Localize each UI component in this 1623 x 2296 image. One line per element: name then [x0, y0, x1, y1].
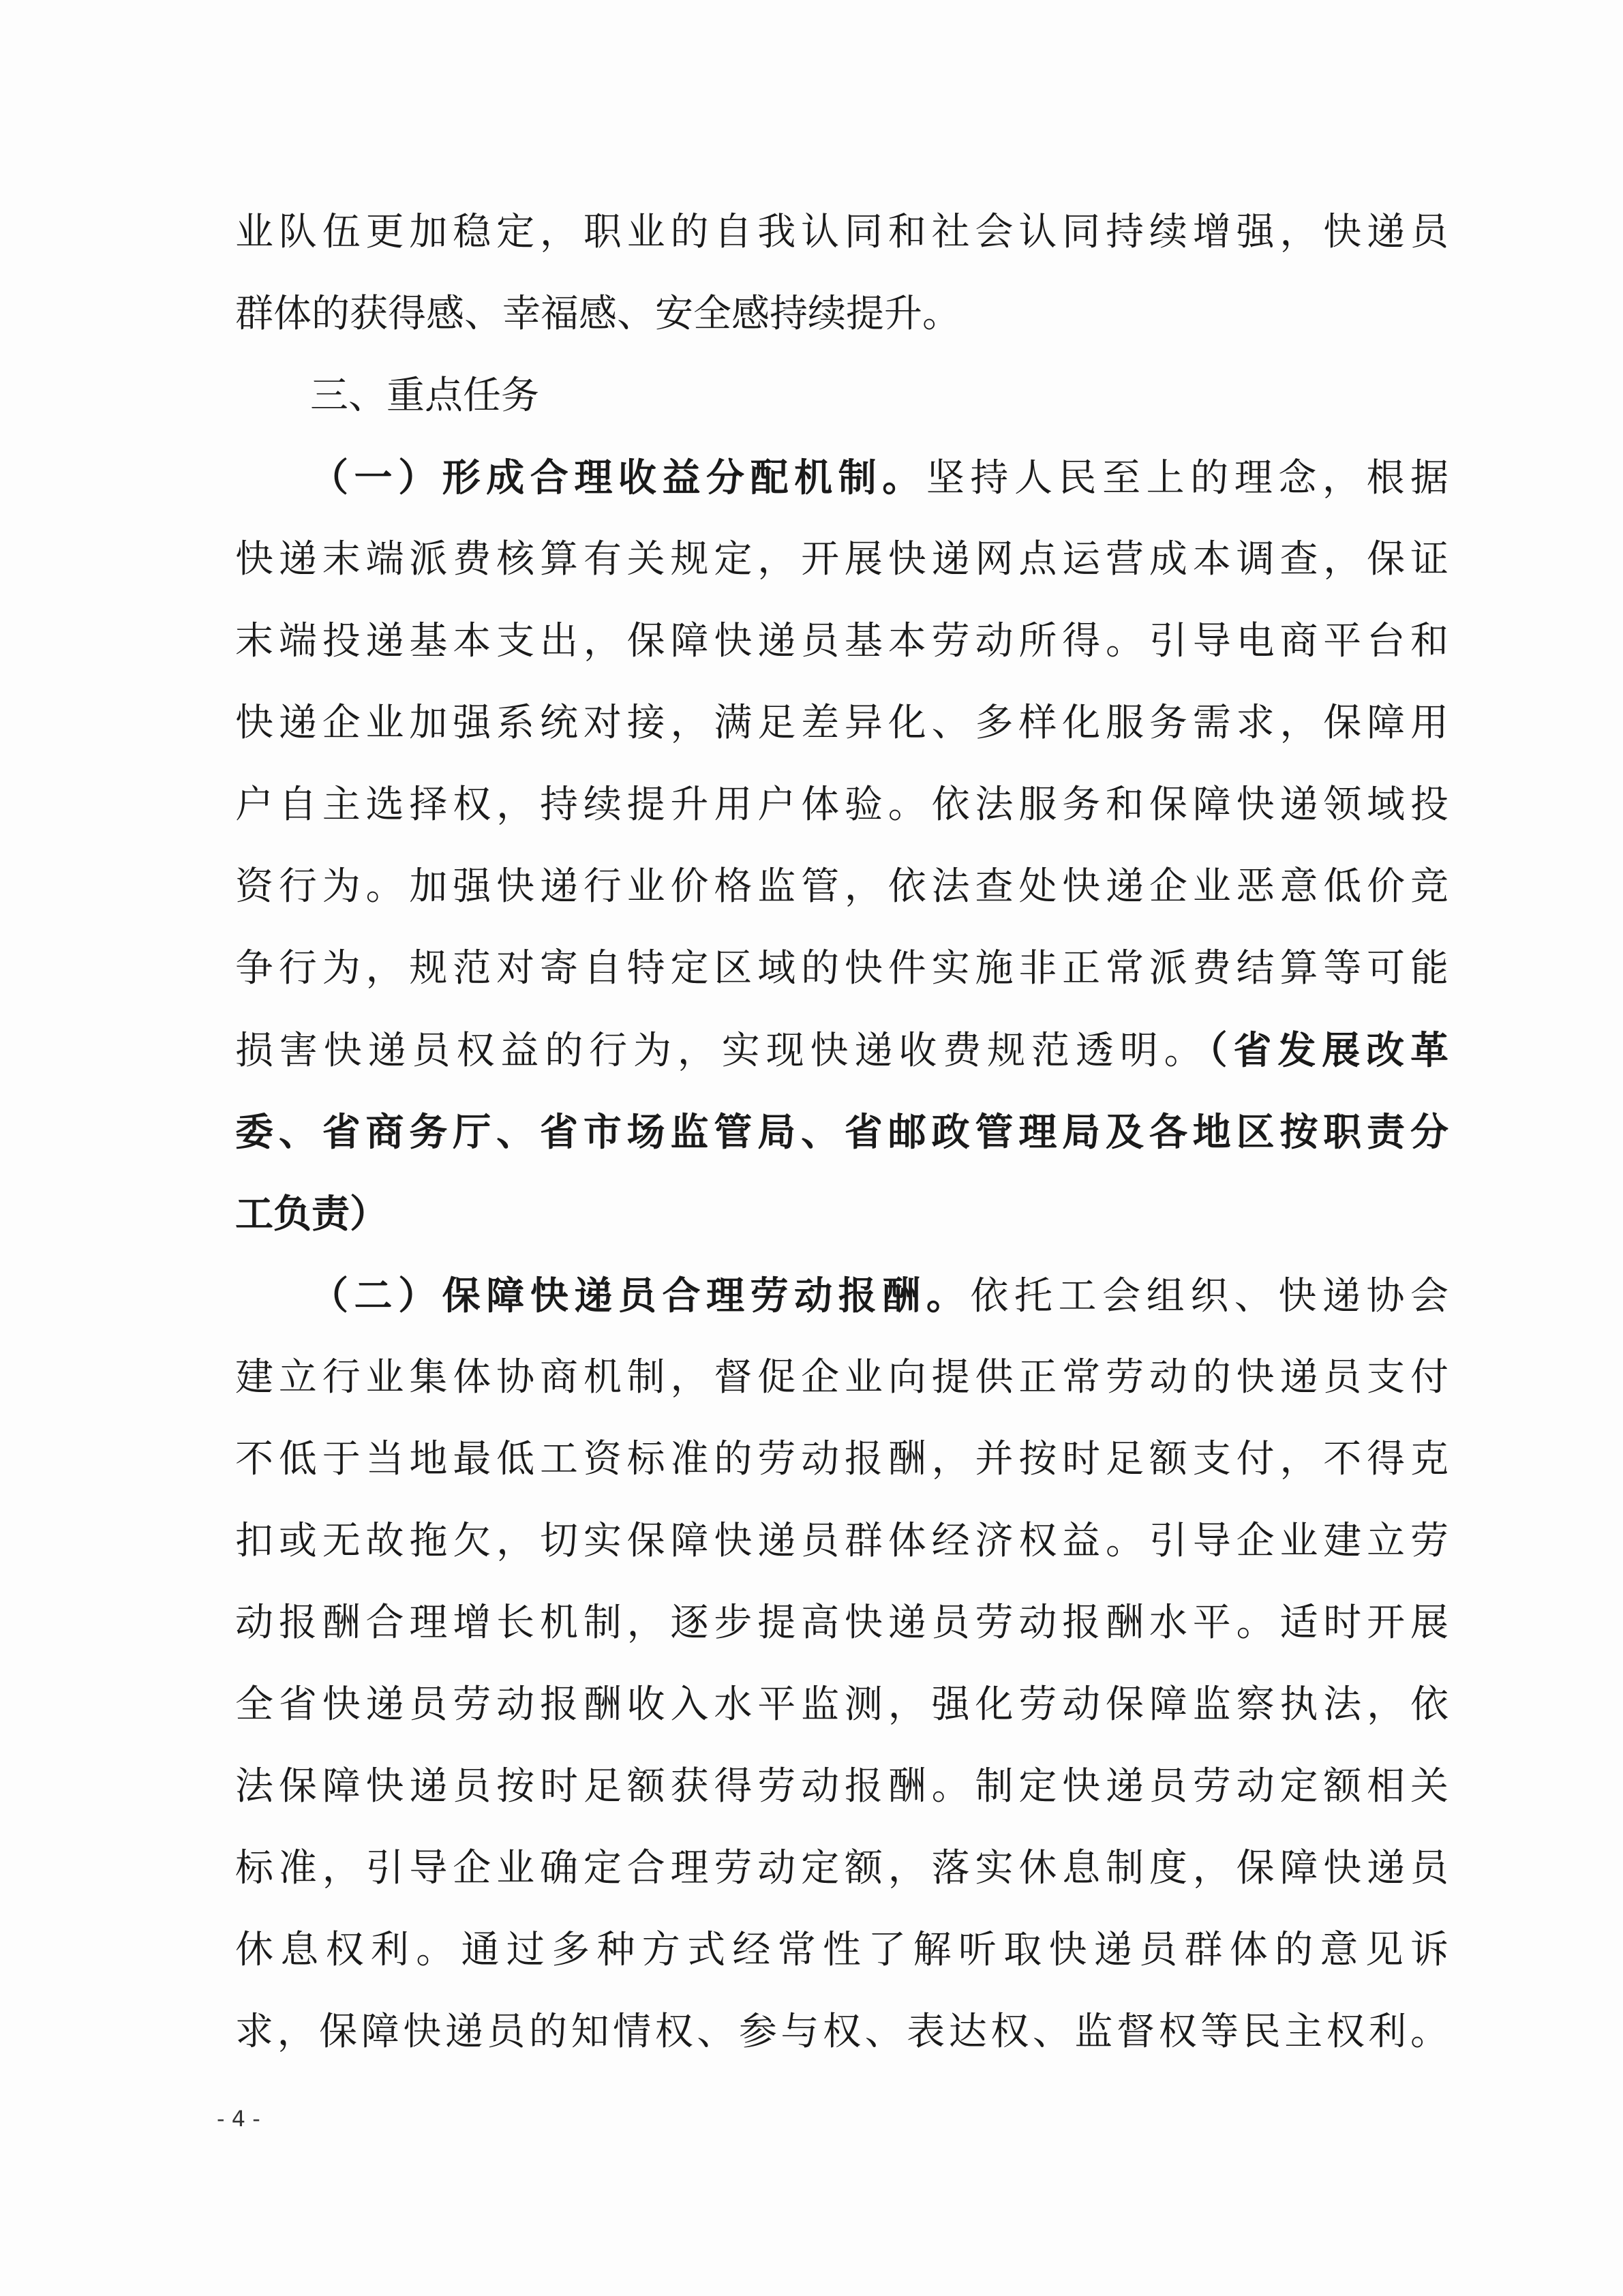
paragraph-line: [310, 453, 1448, 508]
paragraph-line: [235, 535, 1448, 590]
responsibility-note-text: 委、省商务厅、省市场监管局、省邮政管理局及各地区按职责分: [235, 1110, 1448, 1155]
paragraph-line: [235, 1517, 1448, 1571]
line-text: 动报酬合理增长机制，逐步提高快递员劳动报酬水平。适时开展: [235, 1601, 1448, 1645]
paragraph-line: [235, 1844, 1448, 1899]
paragraph-line: [235, 862, 1448, 917]
paragraph-line: [235, 1926, 1448, 1980]
paragraph-line: [310, 1271, 1448, 1326]
paragraph-line: [235, 1435, 1448, 1490]
line-text: 户自主选择权，持续提升用户体验。依法服务和保障快递领域投: [235, 783, 1448, 827]
paragraph-line: [235, 1680, 1448, 1735]
section-heading: [310, 372, 1448, 426]
line-text: 快递末端派费核算有关规定，开展快递网点运营成本调查，保证: [235, 537, 1448, 581]
line-text: 依托工会组织、快递协会: [970, 1274, 1448, 1318]
line-text: 全省快递员劳动报酬收入水平监测，强化劳动保障监察执法，依: [235, 1682, 1448, 1727]
paragraph-line: [235, 781, 1448, 835]
line-text: 扣或无故拖欠，切实保障快递员群体经济权益。引导企业建立劳: [235, 1519, 1448, 1563]
line-text: 损害快递员权益的行为，实现快递收费规范透明。: [235, 1029, 1209, 1073]
responsibility-note-text: 工负责）: [235, 1192, 388, 1237]
line-text: 坚持人民至上的理念，根据: [926, 456, 1448, 500]
paragraph-line: [235, 290, 1448, 344]
line-text: 建立行业集体协商机制，督促企业向提供正常劳动的快递员支付: [235, 1355, 1448, 1400]
section-heading-text: 三、重点任务: [310, 374, 539, 418]
line-text: 标准，引导企业确定合理劳动定额，落实休息制度，保障快递员: [235, 1846, 1448, 1890]
paragraph-line: [235, 617, 1448, 671]
line-text: 不低于当地最低工资标准的劳动报酬，并按时足额支付，不得克: [235, 1437, 1448, 1481]
paragraph-line: [235, 1353, 1448, 1408]
line-text: 争行为，规范对寄自特定区域的快件实施非正常派费结算等可能: [235, 946, 1448, 991]
line-text: 休息权利。通过多种方式经常性了解听取快递员群体的意见诉: [235, 1928, 1448, 1972]
paragraph-line: [235, 208, 1448, 262]
paragraph-line: [235, 1599, 1448, 1653]
paragraph-line: [235, 2008, 1448, 2062]
paragraph-line: [235, 1762, 1448, 1817]
line-text: 末端投递基本支出，保障快递员基本劳动所得。引导电商平台和: [235, 619, 1448, 663]
subsection-heading-text: （一）形成合理收益分配机制。: [310, 455, 926, 500]
line-text: 业队伍更加稳定，职业的自我认同和社会认同持续增强，快递员: [235, 210, 1448, 254]
subsection-heading-text: （二）保障快递员合理劳动报酬。: [310, 1273, 971, 1318]
page-number: - 4 -: [217, 2106, 260, 2132]
line-text: 法保障快递员按时足额获得劳动报酬。制定快递员劳动定额相关: [235, 1764, 1448, 1809]
responsibility-note-text: （省发展改革: [1208, 1028, 1448, 1073]
line-text: 群体的获得感、幸福感、安全感持续提升。: [235, 292, 960, 336]
line-text: 资行为。加强快递行业价格监管，依法查处快递企业恶意低价竞: [235, 864, 1448, 909]
paragraph-line: [235, 1190, 1448, 1244]
paragraph-line: [235, 699, 1448, 753]
paragraph-line: [235, 1026, 1448, 1081]
line-text: 求，保障快递员的知情权、参与权、表达权、监督权等民主权利。: [235, 2010, 1448, 2054]
paragraph-line: [235, 944, 1448, 999]
paragraph-line: [235, 1108, 1448, 1162]
line-text: 快递企业加强系统对接，满足差异化、多样化服务需求，保障用: [235, 701, 1448, 745]
